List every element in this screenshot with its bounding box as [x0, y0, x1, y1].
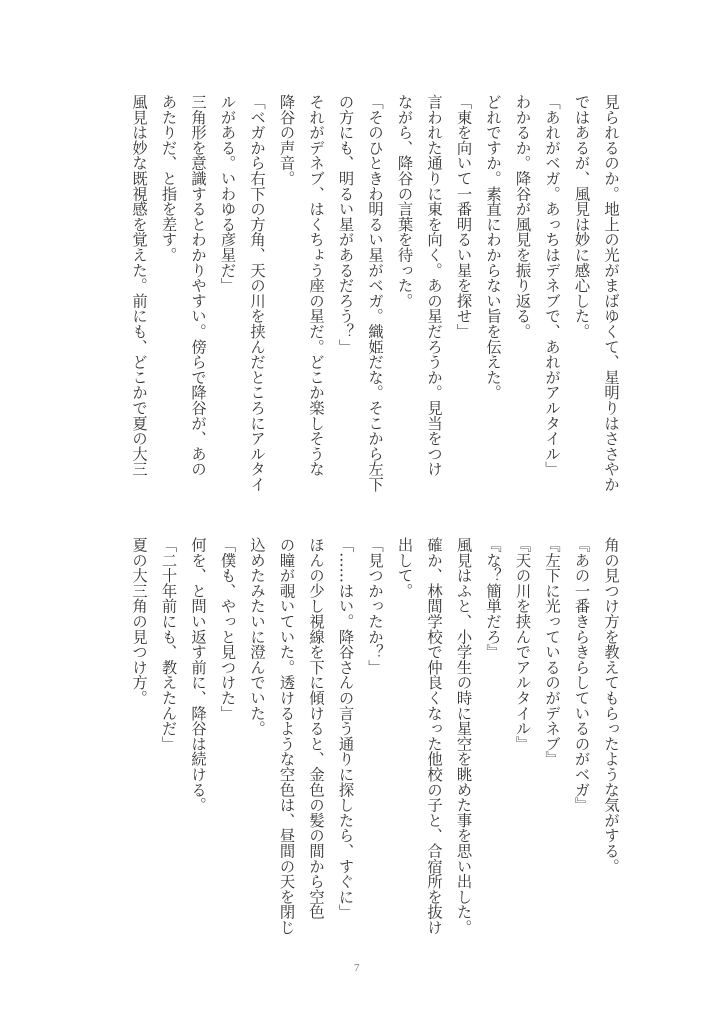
text-line: どれですか。素直にわからない旨を伝えた。: [484, 94, 502, 400]
text-line: ほんの少し視線を下に傾けると、金色の髪の間から空色: [307, 537, 325, 920]
text-line: 「ベガから右下の方角、天の川を挟んだところにアルタイ: [248, 94, 266, 492]
text-line: 「あれがベガ。あっちはデネブで、あれがアルタイル」: [543, 94, 561, 477]
text-line: 出して。: [395, 537, 414, 599]
text-line: ながら、降谷の言葉を待った。: [395, 94, 414, 309]
text-line: 見られるのか。地上の光がまばゆくて、星明りはささやか: [602, 94, 620, 492]
text-line: 言われた通りに東を向く。あの星だろうか。見当をつけ: [425, 94, 443, 477]
text-line: 「……はい。降谷さんの言う通りに探したら、すぐに」: [336, 537, 355, 920]
text-line: 角の見つけ方を教えてもらったような気がする。: [602, 537, 620, 874]
text-line: 「そのひときわ明るい星がベガ。織姫だな。そこから左下: [366, 94, 384, 492]
text-line: 込めたみたいに澄んでいた。: [248, 537, 266, 736]
text-line: それがデネブ、はくちょう座の星だ。どこか楽しそうな: [307, 94, 325, 477]
page-number: 7: [354, 962, 360, 974]
text-line: 『左下に光っているのがデネブ』: [543, 537, 561, 767]
text-line: 降谷の声音。: [277, 94, 296, 186]
text-line: わかるか。降谷が風見を振り返る。: [513, 94, 532, 339]
text-line: 「僕も、やっと見つけた」: [218, 537, 237, 721]
text-line: 「東を向いて一番明るい星を探せ」: [454, 94, 473, 339]
text-line: 三角形を意識するとわかりやすい。傍らで降谷が、あの: [189, 94, 207, 477]
text-line: 『な？簡単だろ』: [484, 537, 502, 660]
text-line: 『あの一番きらきらしているのがベガ』: [572, 537, 591, 813]
text-line: ルがある。いわゆる彦星だ」: [218, 94, 237, 293]
text-line: 風見は妙な既視感を覚えた。前にも、どこかで夏の大三: [130, 94, 148, 477]
text-line: 「二十年前にも、教えたんだ」: [159, 537, 178, 752]
text-line: の瞳が覗いていた。透けるような空色は、昼間の天を閉じ: [277, 537, 296, 935]
text-line: 「見つかったか？」: [366, 537, 384, 675]
text-line: ではあるが、風見は妙に感心した。: [572, 94, 591, 339]
text-line: 夏の大三角の見つけ方。: [130, 537, 148, 706]
text-block-bottom: [95, 537, 625, 937]
text-line: 『天の川を挟んでアルタイル』: [513, 537, 532, 752]
text-block-top: [95, 94, 625, 494]
text-line: 何を、と問い返す前に、降谷は続ける。: [189, 537, 207, 813]
text-line: の方にも、明るい星があるだろう？」: [336, 94, 355, 355]
text-line: 確か、林間学校で仲良くなった他校の子と、合宿所を抜け: [425, 537, 443, 935]
text-line: あたりだ、と指を差す。: [159, 94, 178, 263]
text-line: 風見はふと、小学生の時に星空を眺めた事を思い出した。: [454, 537, 473, 935]
